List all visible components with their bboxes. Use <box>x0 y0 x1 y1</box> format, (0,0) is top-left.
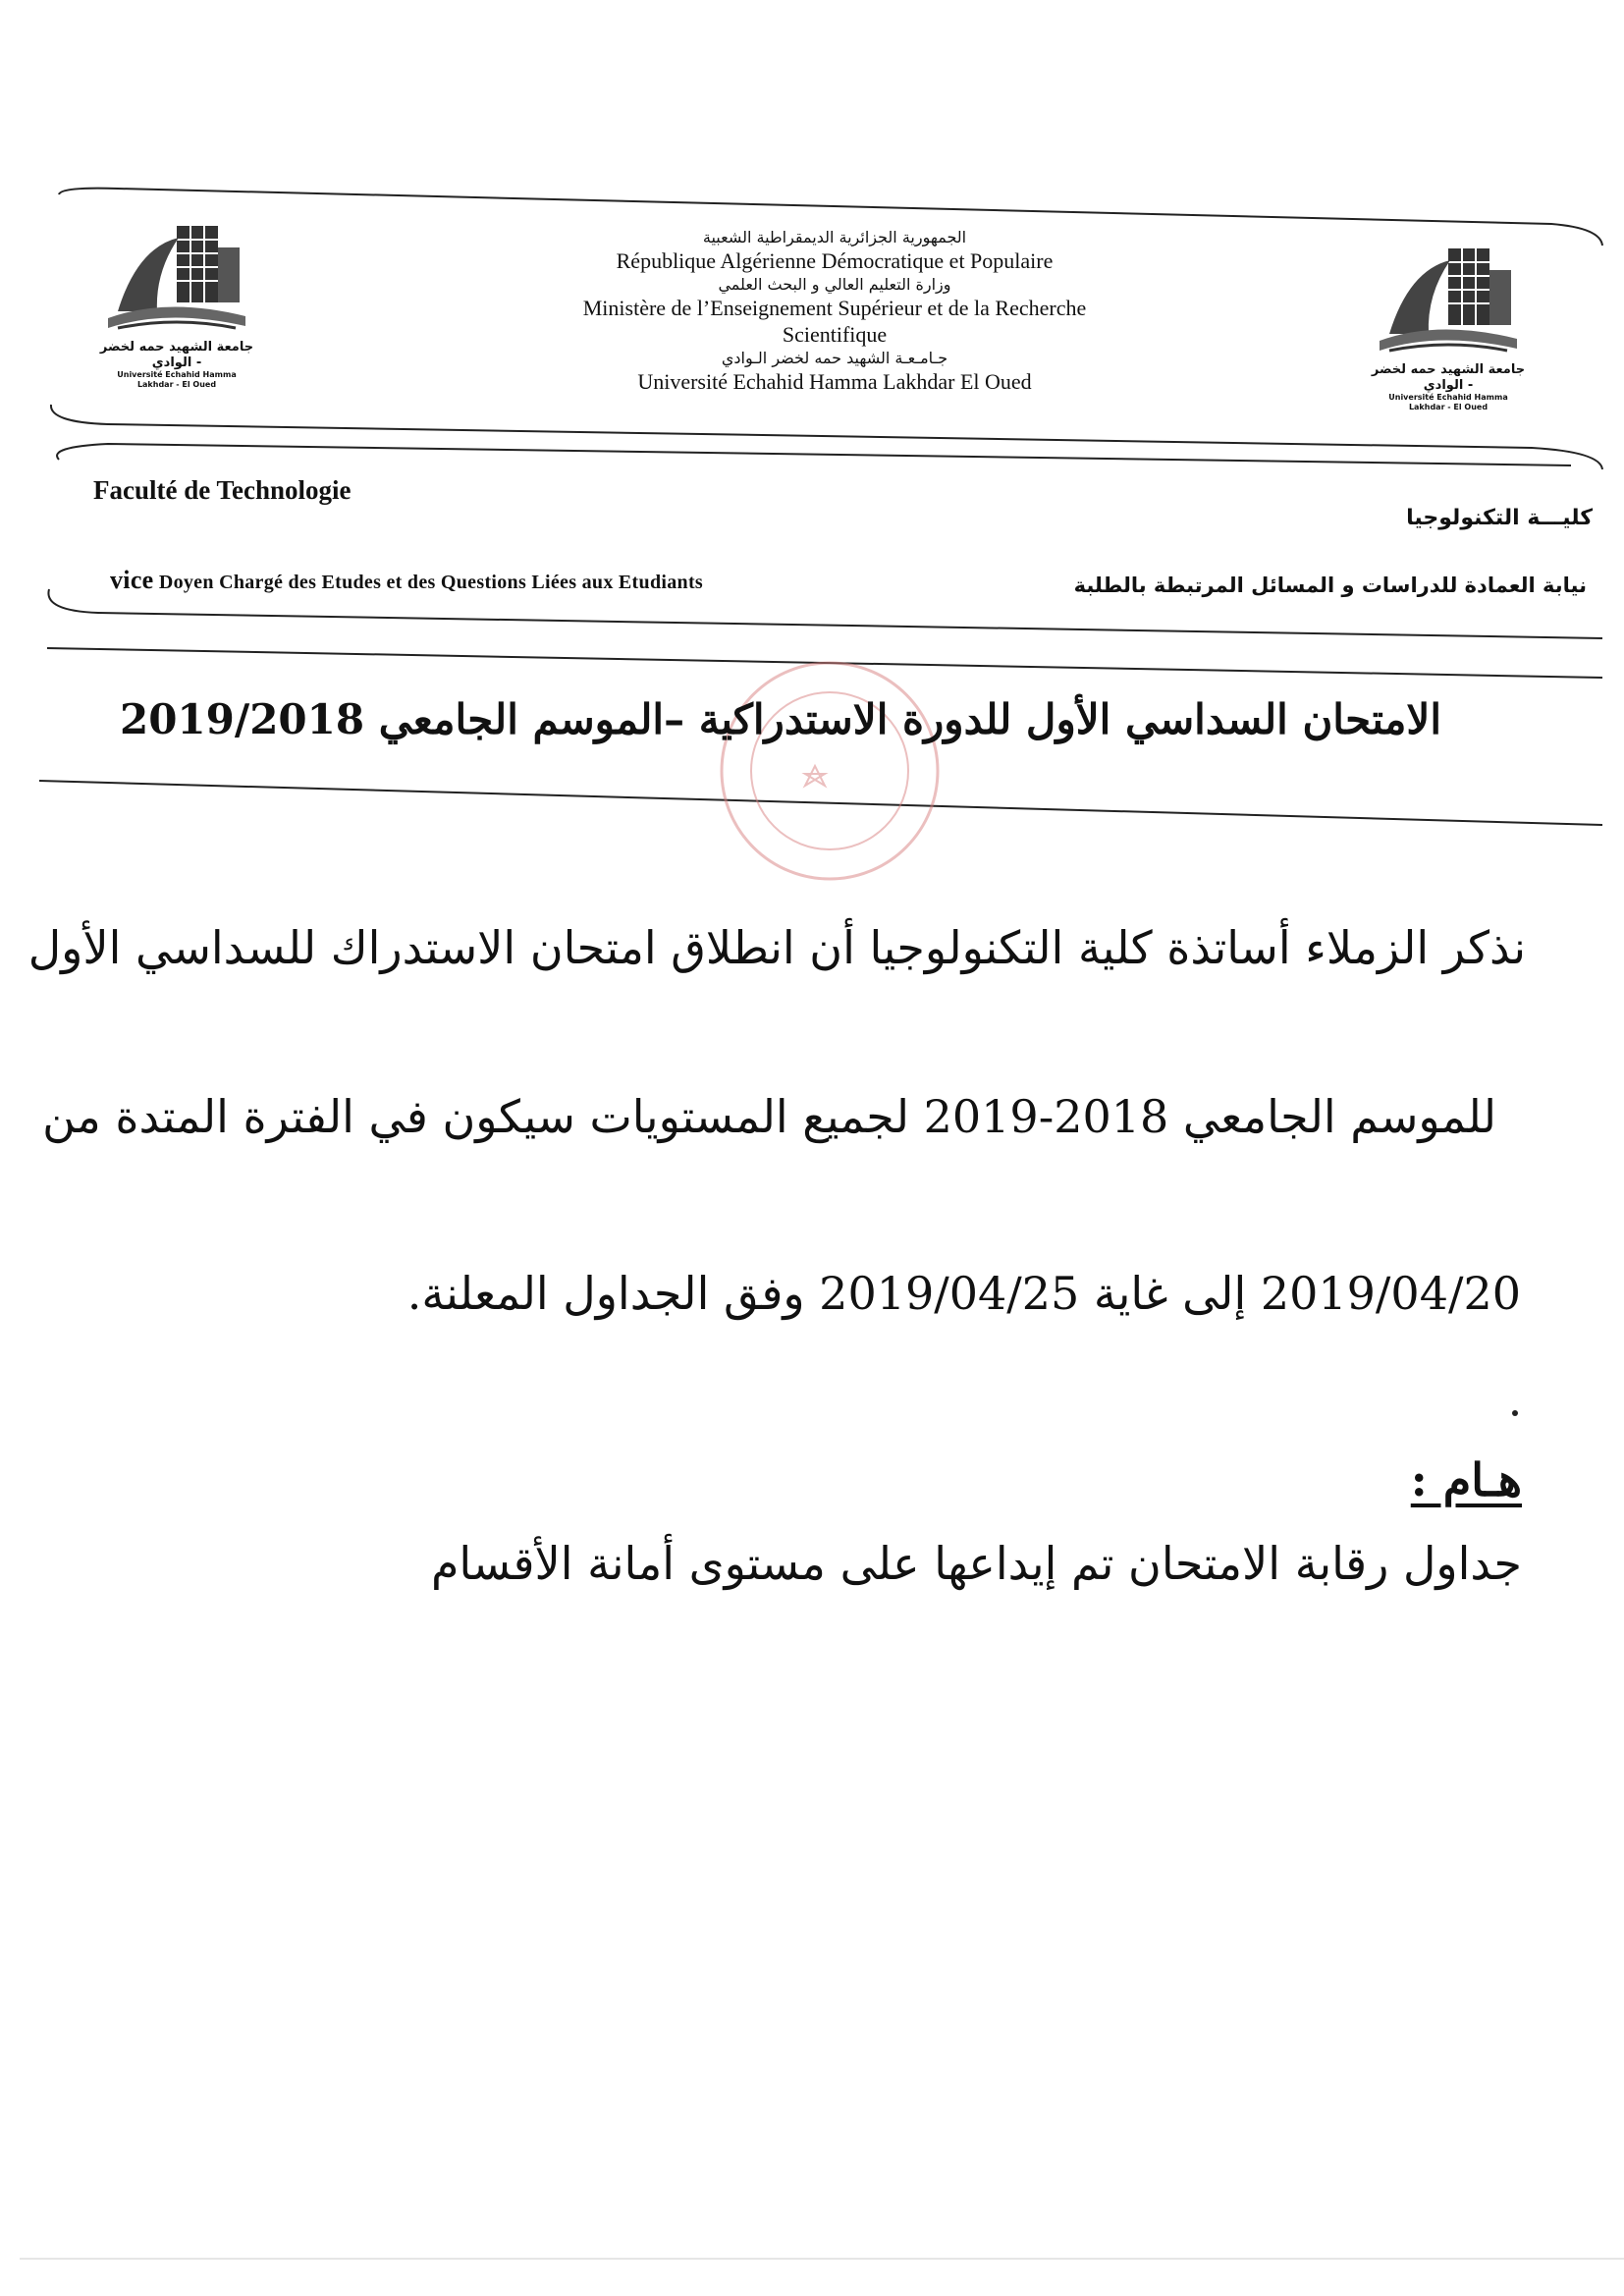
university-logo-left <box>98 218 255 389</box>
note-heading: هـام : <box>1410 1453 1522 1506</box>
official-header <box>530 228 1139 395</box>
exam-title: الامتحان السداسي الأول للدورة الاستدراكية –الموسم الجامعي 2019/2018 <box>119 695 1441 743</box>
faculty-name-fr: Faculté de Technologie <box>93 475 352 505</box>
body-line-3: 2019/04/20 إلى غاية 2019/04/25 وفق الجداول المعلنة. <box>406 1267 1521 1320</box>
ministry-fr: Ministère de l’Enseignement Supérieur et de la Recherche Scientifique <box>582 295 1087 347</box>
university-fr: Université Echahid Hamma Lakhdar El Oued <box>637 368 1032 394</box>
republic-fr: République Algérienne Démocratique et Populaire <box>616 248 1054 273</box>
vice-dean-ar: نيابة العمادة للدراسات و المسائل المرتبطة بالطلبة <box>1073 574 1587 597</box>
vice-dean-prefix: vice <box>110 566 154 594</box>
logo-caption-ar: جامعة الشهيد حمه لخضر - الوادي <box>99 340 254 370</box>
body-line-1: نذكر الزملاء أساتذة كلية التكنولوجيا أن انطلاق امتحان الاستدراك للسداسي الأول <box>27 921 1526 974</box>
logo-caption-fr: Université Echahid Hamma Lakhdar - El Oued <box>117 370 237 389</box>
university-ar: جـامـعـة الشهيد حمه لخضر الـوادي <box>721 348 948 367</box>
logo-caption-ar: جامعة الشهيد حمه لخضر - الوادي <box>1371 362 1526 393</box>
vice-dean-title: Doyen Chargé des Etudes et des Questions Liées aux Etudiants <box>158 572 703 593</box>
vice-dean-fr <box>110 566 703 595</box>
note-text: جداول رقابة الامتحان تم إيداعها على مستوى أمانة الأقسام <box>430 1537 1522 1590</box>
university-logo-icon <box>98 218 255 336</box>
logo-caption-fr: Université Echahid Hamma Lakhdar - El Oued <box>1388 393 1508 411</box>
university-logo-right <box>1370 241 1527 411</box>
body-line-2: للموسم الجامعي 2018-2019 لجميع المستويات سيكون في الفترة المتدة من <box>42 1090 1496 1143</box>
header-bottom-rule <box>51 405 1602 469</box>
republic-ar: الجمهورية الجزائرية الديمقراطية الشعبية <box>702 228 967 246</box>
faculty-top-rule <box>57 444 1571 465</box>
official-stamp <box>707 648 952 894</box>
university-logo-icon <box>1370 241 1527 358</box>
ministry-ar: وزارة التعليم العالي و البحث العلمي <box>718 274 951 294</box>
stray-dot <box>1512 1410 1518 1416</box>
faculty-name-ar: كليـــة التكنولوجيا <box>1406 506 1593 530</box>
